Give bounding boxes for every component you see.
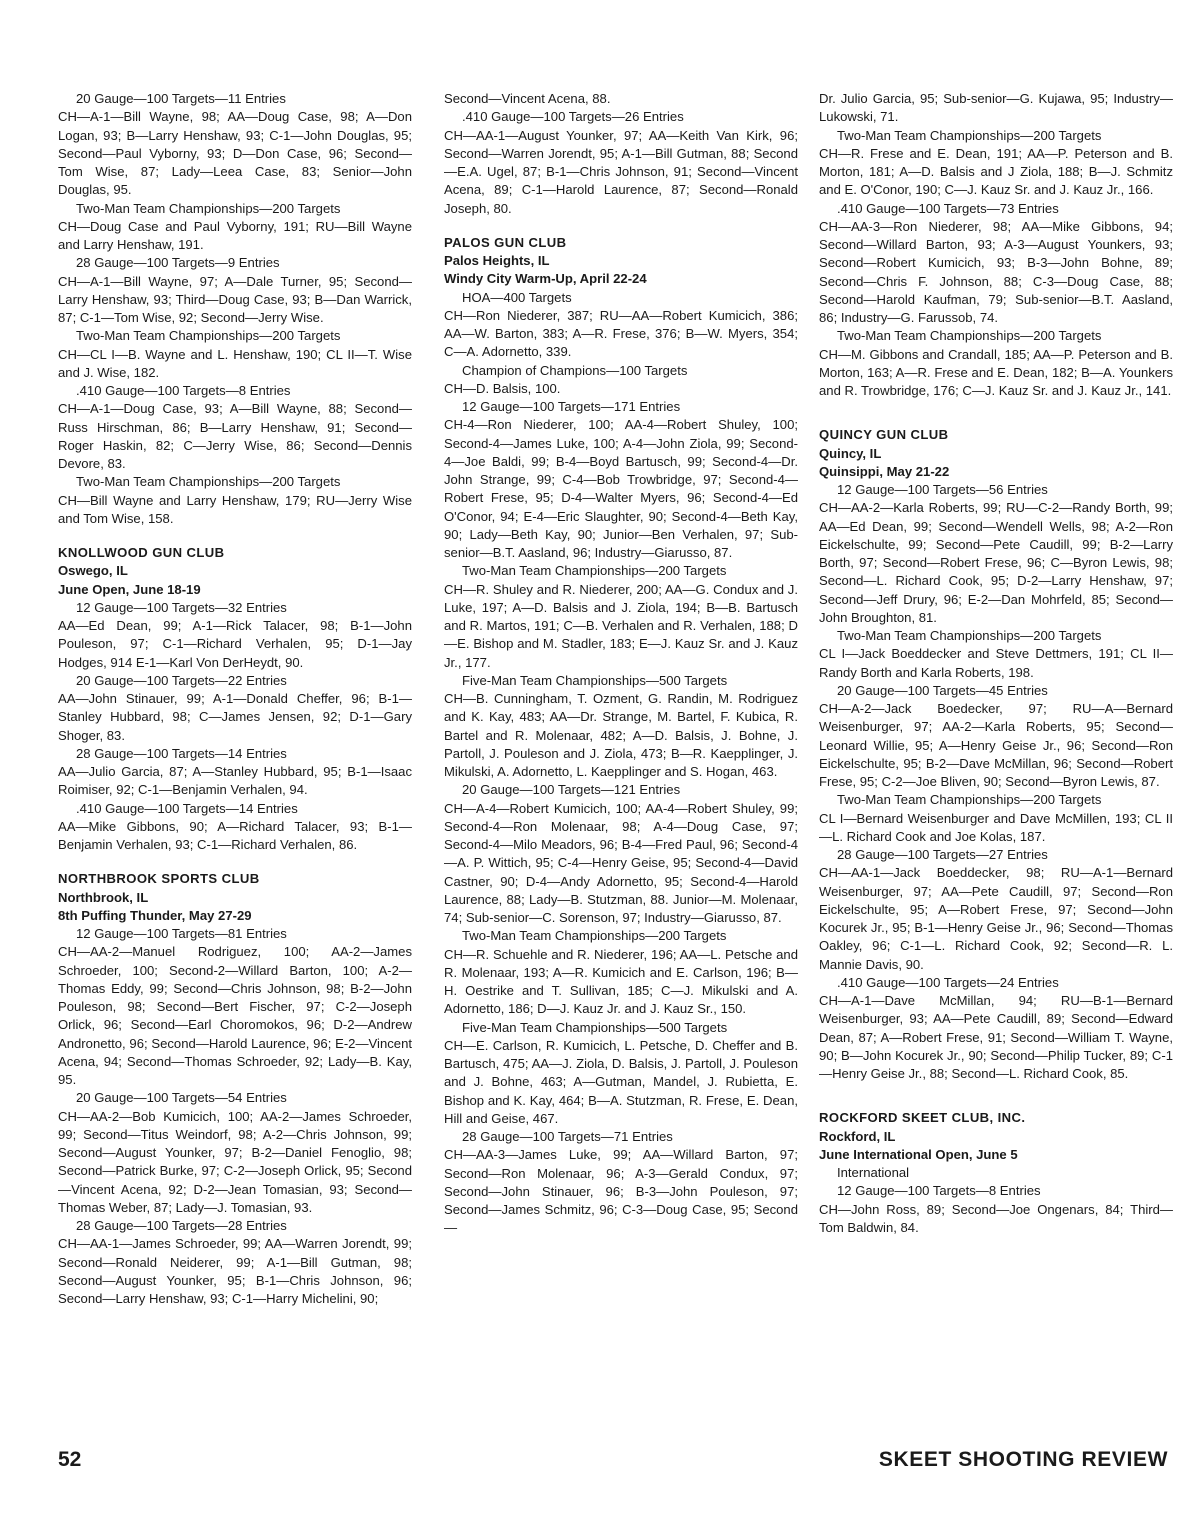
results-text: CH—A-1—Dave McMillan, 94; RU—B-1—Bernard Weisenburger, 93; AA—Pete Caudill, 89; Second—Edward Dean, 87; A—Robert Frese, 91; Second—William T. Wayne, 90; B—John Kocurek Jr., 90; Second—Philip Tucker, 89; C-1—Henry Geise Jr., 88; Second—L. Richard Cook, 85. (819, 993, 1173, 1081)
results-text: CH—A-1—Bill Wayne, 97; A—Dale Turner, 95; Second—Larry Henshaw, 93; Third—Doug Case, 93; B—Dan Warrick, 87; C-1—Tom Wise, 92; Second—Jerry Wise. (58, 273, 412, 325)
event-heading: 28 Gauge—100 Targets—71 Entries (462, 1129, 673, 1144)
column-2 (444, 90, 798, 1238)
results-text: CH—Ron Niederer, 387; RU—AA—Robert Kumicich, 386; AA—W. Barton, 383; A—R. Frese, 376; B—W. Myers, 354; C—A. Adornetto, 339. (444, 307, 798, 360)
results-text: CH—AA-2—Manuel Rodriguez, 100; AA-2—James Schroeder, 100; Second-2—Willard Barton, 100; A-2—Thomas Eddy, 99; Second—Chris Johnson, 98; B-2—John Pouleson, 98; Second—Bert Fischer, 97; C-2—Joseph Orlick, 96; Second—Earl Choromokos, 96; D-2—Andrew Andronetto, 96; Second—Harold Laurence, 96; E-2—Vincent Acena, 94; Second—Thomas Schroeder, 92; Lady—B. Kay, 95. (58, 944, 412, 1087)
results-text: CH—AA-1—Jack Boeddecker, 98; RU—A-1—Bernard Weisenburger, 97; AA—Pete Caudill, 97; Second—Ron Eickelschulte, 95; A—Robert Frese, 97; Second—John Kocurek Jr., 95; B-1—Henry Geise Jr., 96; Second—Thomas Oakley, 96; C-1—L. Richard Cook, 92; Second—R. L. Mannie Davis, 90. (819, 865, 1173, 972)
results-text: AA—John Stinauer, 99; A-1—Donald Cheffer, 96; B-1—Stanley Hubbard, 98; C—James Jensen, 92; D-1—Gary Shoger, 83. (58, 691, 412, 743)
event-heading: 28 Gauge—100 Targets—28 Entries (76, 1218, 287, 1233)
club-name: QUINCY GUN CLUB (819, 427, 949, 443)
results-text: CL I—Jack Boeddecker and Steve Dettmers, 191; CL II—Randy Borth and Karla Roberts, 198. (819, 646, 1173, 680)
shoot-name: June International Open, June 5 (819, 1146, 1018, 1162)
event-heading: .410 Gauge—100 Targets—8 Entries (76, 383, 291, 398)
shoot-name: June Open, June 18-19 (58, 581, 201, 597)
event-heading: Two-Man Team Championships—200 Targets (837, 628, 1102, 643)
event-heading: Two-Man Team Championships—200 Targets (76, 474, 341, 490)
club-name: PALOS GUN CLUB (444, 234, 567, 250)
event-heading: .410 Gauge—100 Targets—26 Entries (462, 109, 684, 125)
results-text: CH-4—Ron Niederer, 100; AA-4—Robert Shuley, 100; Second-4—James Luke, 100; A-4—John Ziola, 99; Second-4—Joe Baldi, 99; B-4—Boyd Bartusch, 99; Second-4—Dr. John Strange, 99; C-4—Bob Trowbridge, 97; Second-4—Robert Frese, 95; D-4—Walter Myers, 96; Second-4—Ed O'Conor, 94; E-4—Eric Slaughter, 90; Second-4—Beth Kay, 90; Lady—Beth Kay, 90; Junior—Ben Verhalen, 97; Sub-senior—B.T. Aasland, 96; Industry—Giarusso, 87. (444, 417, 798, 560)
club-name: NORTHBROOK SPORTS CLUB (58, 871, 260, 887)
results-text: AA—Ed Dean, 99; A-1—Rick Talacer, 98; B-1—John Pouleson, 97; C-1—Richard Verhalen, 95; D-1—Jay Hodges, 914 E-1—Karl Von DerHeydt, 90. (58, 618, 412, 670)
event-heading: 20 Gauge—100 Targets—45 Entries (837, 682, 1048, 698)
column-1 (58, 90, 412, 1308)
club-location: Rockford, IL (819, 1128, 896, 1144)
event-heading: 20 Gauge—100 Targets—54 Entries (76, 1090, 287, 1106)
club-location: Quincy, IL (819, 445, 882, 461)
results-text: CH—Doug Case and Paul Vyborny, 191; RU—Bill Wayne and Larry Henshaw, 191. (58, 218, 412, 252)
club-location: Northbrook, IL (58, 889, 149, 905)
magazine-title: SKEET SHOOTING REVIEW (878, 1448, 1168, 1471)
shoot-name: 8th Puffing Thunder, May 27-29 (58, 907, 252, 923)
event-heading: HOA—400 Targets (462, 289, 572, 305)
results-text: CH—AA-3—Ron Niederer, 98; AA—Mike Gibbons, 94; Second—Willard Barton, 93; A-3—August Younkers, 93; Second—Robert Kumicich, 93; B-3—John Bohne, 89; Second—Chris F. Johnson, 88; C-3—Doug Case, 88; Second—Harold Kaufman, 79; Sub-senior—B.T. Aasland, 86; Industry—G. Farussob, 74. (819, 218, 1173, 325)
club-name: KNOLLWOOD GUN CLUB (58, 545, 225, 560)
event-heading: 12 Gauge—100 Targets—8 Entries (837, 1183, 1041, 1199)
results-text: CH—AA-2—Bob Kumicich, 100; AA-2—James Schroeder, 99; Second—Titus Weindorf, 98; A-2—Chris Johnson, 99; Second—August Younker, 97; B-2—Daniel Fenoglio, 98; Second—Patrick Burke, 97; C-2—Joseph Orlick, 95; Second—Vincent Acena, 92; D-2—Jean Tomasian, 93; Second—Thomas Weber, 87; Lady—J. Tomasian, 93. (58, 1108, 412, 1215)
event-heading: .410 Gauge—100 Targets—14 Entries (76, 800, 298, 816)
results-text: CH—B. Cunningham, T. Ozment, G. Randin, M. Rodriguez and K. Kay, 483; AA—Dr. Strange, M. Bartel, F. Kubica, R. Bartel and R. Molenaar, 482; A—D. Balsis, J. Bohne, J. Partoll, J. Pouleson and J. Ziola, 473; B—R. Kaepplinger, J. Mikulski, A. Adornetto, L. Kaepplinger and S. Hogan, 463. (444, 691, 798, 779)
club-section-rockford (819, 1109, 1173, 1164)
club-section-quincy (819, 426, 1173, 481)
results-text: CH—A-1—Bill Wayne, 98; AA—Doug Case, 98; A—Don Logan, 93; B—Larry Henshaw, 93; C-1—John Douglas, 95; Second—Paul Vyborny, 93; D—Don Case, 96; Second—Tom Wise, 87; Lady—Leea Case, 83; Senior—John Douglas, 95. (58, 109, 412, 198)
event-heading: Two-Man Team Championships—200 Targets (462, 563, 727, 579)
event-category: International (837, 1165, 910, 1180)
shoot-name: Windy City Warm-Up, April 22-24 (444, 271, 647, 287)
results-text: CH—D. Balsis, 100. (444, 380, 561, 396)
club-location: Palos Heights, IL (444, 253, 550, 268)
results-text: CL I—Bernard Weisenburger and Dave McMillen, 193; CL II—L. Richard Cook and Joe Kolas, 187. (819, 810, 1173, 844)
results-text: CH—A-1—Doug Case, 93; A—Bill Wayne, 88; Second—Russ Hirschman, 86; B—Larry Henshaw, 91; Second—Roger Haskin, 82; C—Jerry Wise, 86; Second—Dennis Devore, 83. (58, 401, 412, 471)
event-heading: 12 Gauge—100 Targets—32 Entries (76, 599, 287, 615)
event-heading: 28 Gauge—100 Targets—14 Entries (76, 745, 287, 761)
club-name: ROCKFORD SKEET CLUB, INC. (819, 1110, 1026, 1126)
results-text: CH—Bill Wayne and Larry Henshaw, 179; RU—Jerry Wise and Tom Wise, 158. (58, 492, 412, 526)
event-heading: Champion of Champions—100 Targets (462, 362, 688, 378)
results-text: AA—Julio Garcia, 87; A—Stanley Hubbard, 95; B-1—Isaac Roimiser, 92; C-1—Benjamin Verhalen, 94. (58, 764, 412, 798)
event-heading: .410 Gauge—100 Targets—24 Entries (837, 974, 1059, 990)
results-text: CH—R. Schuehle and R. Niederer, 196; AA—L. Petsche and R. Molenaar, 193; A—R. Kumicich and E. Carlson, 196; B—H. Oestrike and T. Sullivan, 185; C—J. Mikulski and A. Adornetto, 186; D—J. Kauz Jr. and J. Kauz Sr., 150. (444, 946, 798, 1017)
event-heading: 20 Gauge—100 Targets—22 Entries (76, 672, 287, 688)
results-text: Dr. Julio Garcia, 95; Sub-senior—G. Kujawa, 95; Industry—Lukowski, 71. (819, 91, 1173, 125)
results-text: CH—A-2—Jack Boedecker, 97; RU—A—Bernard Weisenburger, 97; AA-2—Karla Roberts, 95; Second—Leonard Willie, 95; A—Henry Geise Jr., 96; Second—Ron Eickelschulte, 95; B-2—Dave McMillan, 96; Second—Robert Frese, 95; C-2—Joe Bliven, 90; Second—Byron Lewis, 87. (819, 701, 1173, 789)
event-heading: Five-Man Team Championships—500 Targets (462, 672, 728, 688)
event-heading: 28 Gauge—100 Targets—9 Entries (76, 255, 280, 271)
results-text: CH—CL I—B. Wayne and L. Henshaw, 190; CL II—T. Wise and J. Wise, 182. (58, 346, 412, 380)
results-text: AA—Mike Gibbons, 90; A—Richard Talacer, 93; B-1—Benjamin Verhalen, 93; C-1—Richard Verhalen, 86. (58, 818, 412, 852)
results-text: CH—E. Carlson, R. Kumicich, L. Petsche, D. Cheffer and B. Bartusch, 475; AA—J. Ziola, D. Balsis, J. Partoll, J. Pouleson and J. Bohne, 463; A—Gutman, Mandel, J. Rubietta, E. Bishop and K. Kay, 464; B—A. Stutzman, R. Frese, E. Dean, Hill and Geise, 467. (444, 1037, 798, 1126)
event-heading: 20 Gauge—100 Targets—121 Entries (462, 782, 681, 798)
event-heading: Two-Man Team Championships—200 Targets (837, 328, 1102, 344)
event-heading: Two-Man Team Championships—200 Targets (837, 127, 1102, 143)
event-heading: 12 Gauge—100 Targets—81 Entries (76, 926, 287, 941)
results-text: CH—R. Shuley and R. Niederer, 200; AA—G. Condux and J. Luke, 197; A—D. Balsis and J. Ziola, 194; B—B. Bartusch and R. Martos, 191; C—B. Verhalen and R. Verhalen, 188; D—E. Bishop and M. Stadler, 183; E—J. Kauz Sr. and J. Kauz Jr., 177. (444, 581, 798, 670)
event-heading: Two-Man Team Championships—200 Targets (462, 928, 727, 944)
club-section-northbrook (58, 870, 412, 925)
results-text: CH—A-4—Robert Kumicich, 100; AA-4—Robert Shuley, 99; Second-4—Ron Molenaar, 98; A-4—Doug Case, 97; Second-4—Milo Meadors, 96; B-4—Fred Paul, 96; Second-4—A. P. Wittich, 95; C-4—Henry Geise, 95; Second-4—David Castner, 90; D-4—Andy Adornetto, 95; Second-4—Harold Laurence, 88; Lady—B. Stutzman, 88. Junior—M. Molenaar, 74; Sub-senior—C. Sorenson, 97; Industry—Giarusso, 87. (444, 800, 798, 925)
results-text: CH—R. Frese and E. Dean, 191; AA—P. Peterson and B. Morton, 181; A—D. Balsis and J Ziola, 188; B—J. Schmitz and E. O'Conor, 190; C—J. Kauz Sr. and J. Kauz Jr., 166. (819, 145, 1173, 198)
club-location: Oswego, IL (58, 563, 128, 579)
results-text: CH—AA-2—Karla Roberts, 99; RU—C-2—Randy Borth, 99; AA—Ed Dean, 99; Second—Wendell Wells, 98; A-2—Ron Eickelschulte, 99; Second—Pete Caudill, 99; B-2—Larry Borth, 97; Second—Robert Frese, 96; C—Byron Lewis, 98; Second—L. Richard Cook, 95; D-2—Larry Henshaw, 97; Second—Jeff Drury, 96; E-2—Dan Mohrfeld, 85; Second—John Broughton, 81. (819, 500, 1173, 625)
shoot-name: Quinsippi, May 21-22 (819, 463, 950, 479)
event-heading: 12 Gauge—100 Targets—171 Entries (462, 399, 681, 414)
event-heading: Two-Man Team Championships—200 Targets (837, 792, 1102, 808)
page-number: 52 (58, 1448, 82, 1471)
results-text: CH—AA-1—James Schroeder, 99; AA—Warren Jorendt, 99; Second—Ronald Neiderer, 99; A-1—Bill Gutman, 98; Second—August Younker, 95; B-1—Chris Johnson, 96; Second—Larry Henshaw, 93; C-1—Harry Michelini, 90; (58, 1236, 412, 1306)
event-heading: Two-Man Team Championships—200 Targets (76, 200, 341, 216)
results-text: CH—John Ross, 89; Second—Joe Ongenars, 84; Third—Tom Baldwin, 84. (819, 1201, 1173, 1235)
results-text: CH—M. Gibbons and Crandall, 185; AA—P. Peterson and B. Morton, 163; A—R. Frese and E. Dean, 182; B—A. Younkers and R. Trowbridge, 176; C—J. Kauz Sr. and J. Kauz Jr., 141. (819, 346, 1173, 398)
club-section-palos (444, 234, 798, 289)
event-heading: Five-Man Team Championships—500 Targets (462, 1019, 728, 1035)
results-text: Second—Vincent Acena, 88. (444, 91, 611, 106)
results-text: CH—AA-3—James Luke, 99; AA—Willard Barton, 97; Second—Ron Molenaar, 96; A-3—Gerald Condux, 97; Second—John Stinauer, 96; B-3—John Pouleson, 97; Second—James Schmitz, 96; C-3—Doug Case, 95; Second— (444, 1147, 798, 1236)
results-text: CH—AA-1—August Younker, 97; AA—Keith Van Kirk, 96; Second—Warren Jorendt, 95; A-1—Bill Gutman, 88; Second—E.A. Ugel, 87; B-1—Chris Johnson, 91; Second—Vincent Acena, 89; C-1—Harold Laurence, 87; Second—Ronald Joseph, 80. (444, 127, 798, 216)
event-heading: 28 Gauge—100 Targets—27 Entries (837, 847, 1048, 862)
event-heading: 20 Gauge—100 Targets—11 Entries (76, 91, 286, 106)
event-heading: Two-Man Team Championships—200 Targets (76, 328, 341, 344)
event-heading: 12 Gauge—100 Targets—56 Entries (837, 482, 1048, 497)
club-section-knollwood (58, 544, 412, 599)
column-3 (819, 90, 1173, 1237)
event-heading: .410 Gauge—100 Targets—73 Entries (837, 200, 1059, 216)
